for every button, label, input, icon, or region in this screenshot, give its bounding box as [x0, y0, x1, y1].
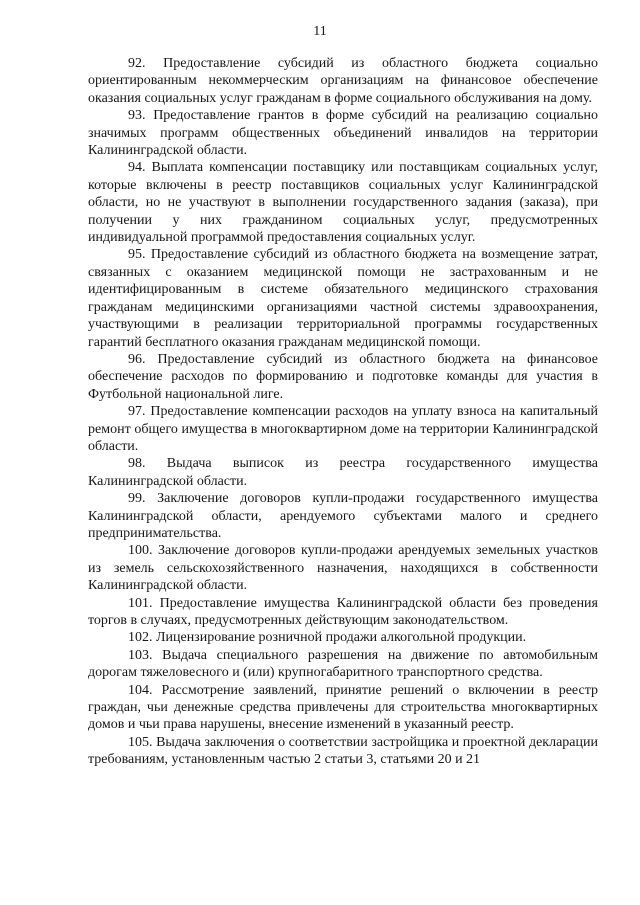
list-item: 103. Выдача специального разрешения на движение по автомобильным дорогам тяжеловесного и (или) крупногабаритного транспортного средства. [88, 647, 598, 681]
page-number: 11 [313, 24, 327, 39]
list-item: 98. Выдача выписок из реестра государственного имущества Калининградской области. [88, 456, 598, 489]
list-item: 99. Заключение договоров купли-продажи государственного имущества Калининградской области, арендуемого субъектами малого и среднего предпринимательства. [88, 491, 598, 541]
list-item: 104. Рассмотрение заявлений, принятие решений о включении в реестр граждан, чьи денежные средства привлечены для строительства многоквартирных домов и чьи права нарушены, внесение изменений в указанный реестр. [88, 682, 598, 733]
list-item: 105. Выдача заключения о соответствии застройщика и проектной декларации требованиям, установленным частью 2 статьи 3, статьями 20 и 21 [88, 734, 598, 768]
list-item: 94. Выплата компенсации поставщику или поставщикам социальных услуг, которые включены в реестр поставщиков социальных услуг Калининградской области, но не участвуют в выполнении государственного задания (заказа), при получении у них гражданином социальных услуг, предусмотренных индивидуальной программой предоставления социальных услуг. [88, 160, 598, 246]
list-item: 92. Предоставление субсидий из областного бюджета социально ориентированным некоммерческим организациям на финансовое обеспечение оказания социальных услуг гражданам в форме социального обслуживания на дому. [88, 56, 598, 106]
list-item: 93. Предоставление грантов в форме субсидий на реализацию социально значимых программ общественных объединений инвалидов на территории Калининградской области. [88, 108, 598, 159]
list-item: 96. Предоставление субсидий из областного бюджета на финансовое обеспечение расходов по формированию и подготовке команды для участия в Футбольной национальной лиге. [88, 351, 598, 402]
list-item: 95. Предоставление субсидий из областного бюджета на возмещение затрат, связанных с оказанием медицинской помощи не застрахованным и не идентифицированным в системе обязательного медицинского страхования гражданам медицинскими организациями частной системы здравоохранения, участвующими в реализации территориальной программы государственных гарантий бесплатного оказания гражданам медицинской помощи. [88, 247, 598, 350]
list-item: 102. Лицензирование розничной продажи алкогольной продукции. [128, 630, 527, 646]
list-item: 97. Предоставление компенсации расходов на уплату взноса на капитальный ремонт общего имущества в многоквартирном доме на территории Калининградской области. [88, 404, 598, 454]
list-item: 100. Заключение договоров купли-продажи арендуемых земельных участков из земель сельскохозяйственного назначения, находящихся в собственности Калининградской области. [88, 543, 598, 594]
page-body [88, 55, 598, 769]
list-item: 101. Предоставление имущества Калининградской области без проведения торгов в случаях, предусмотренных действующим законодательством. [88, 595, 598, 628]
